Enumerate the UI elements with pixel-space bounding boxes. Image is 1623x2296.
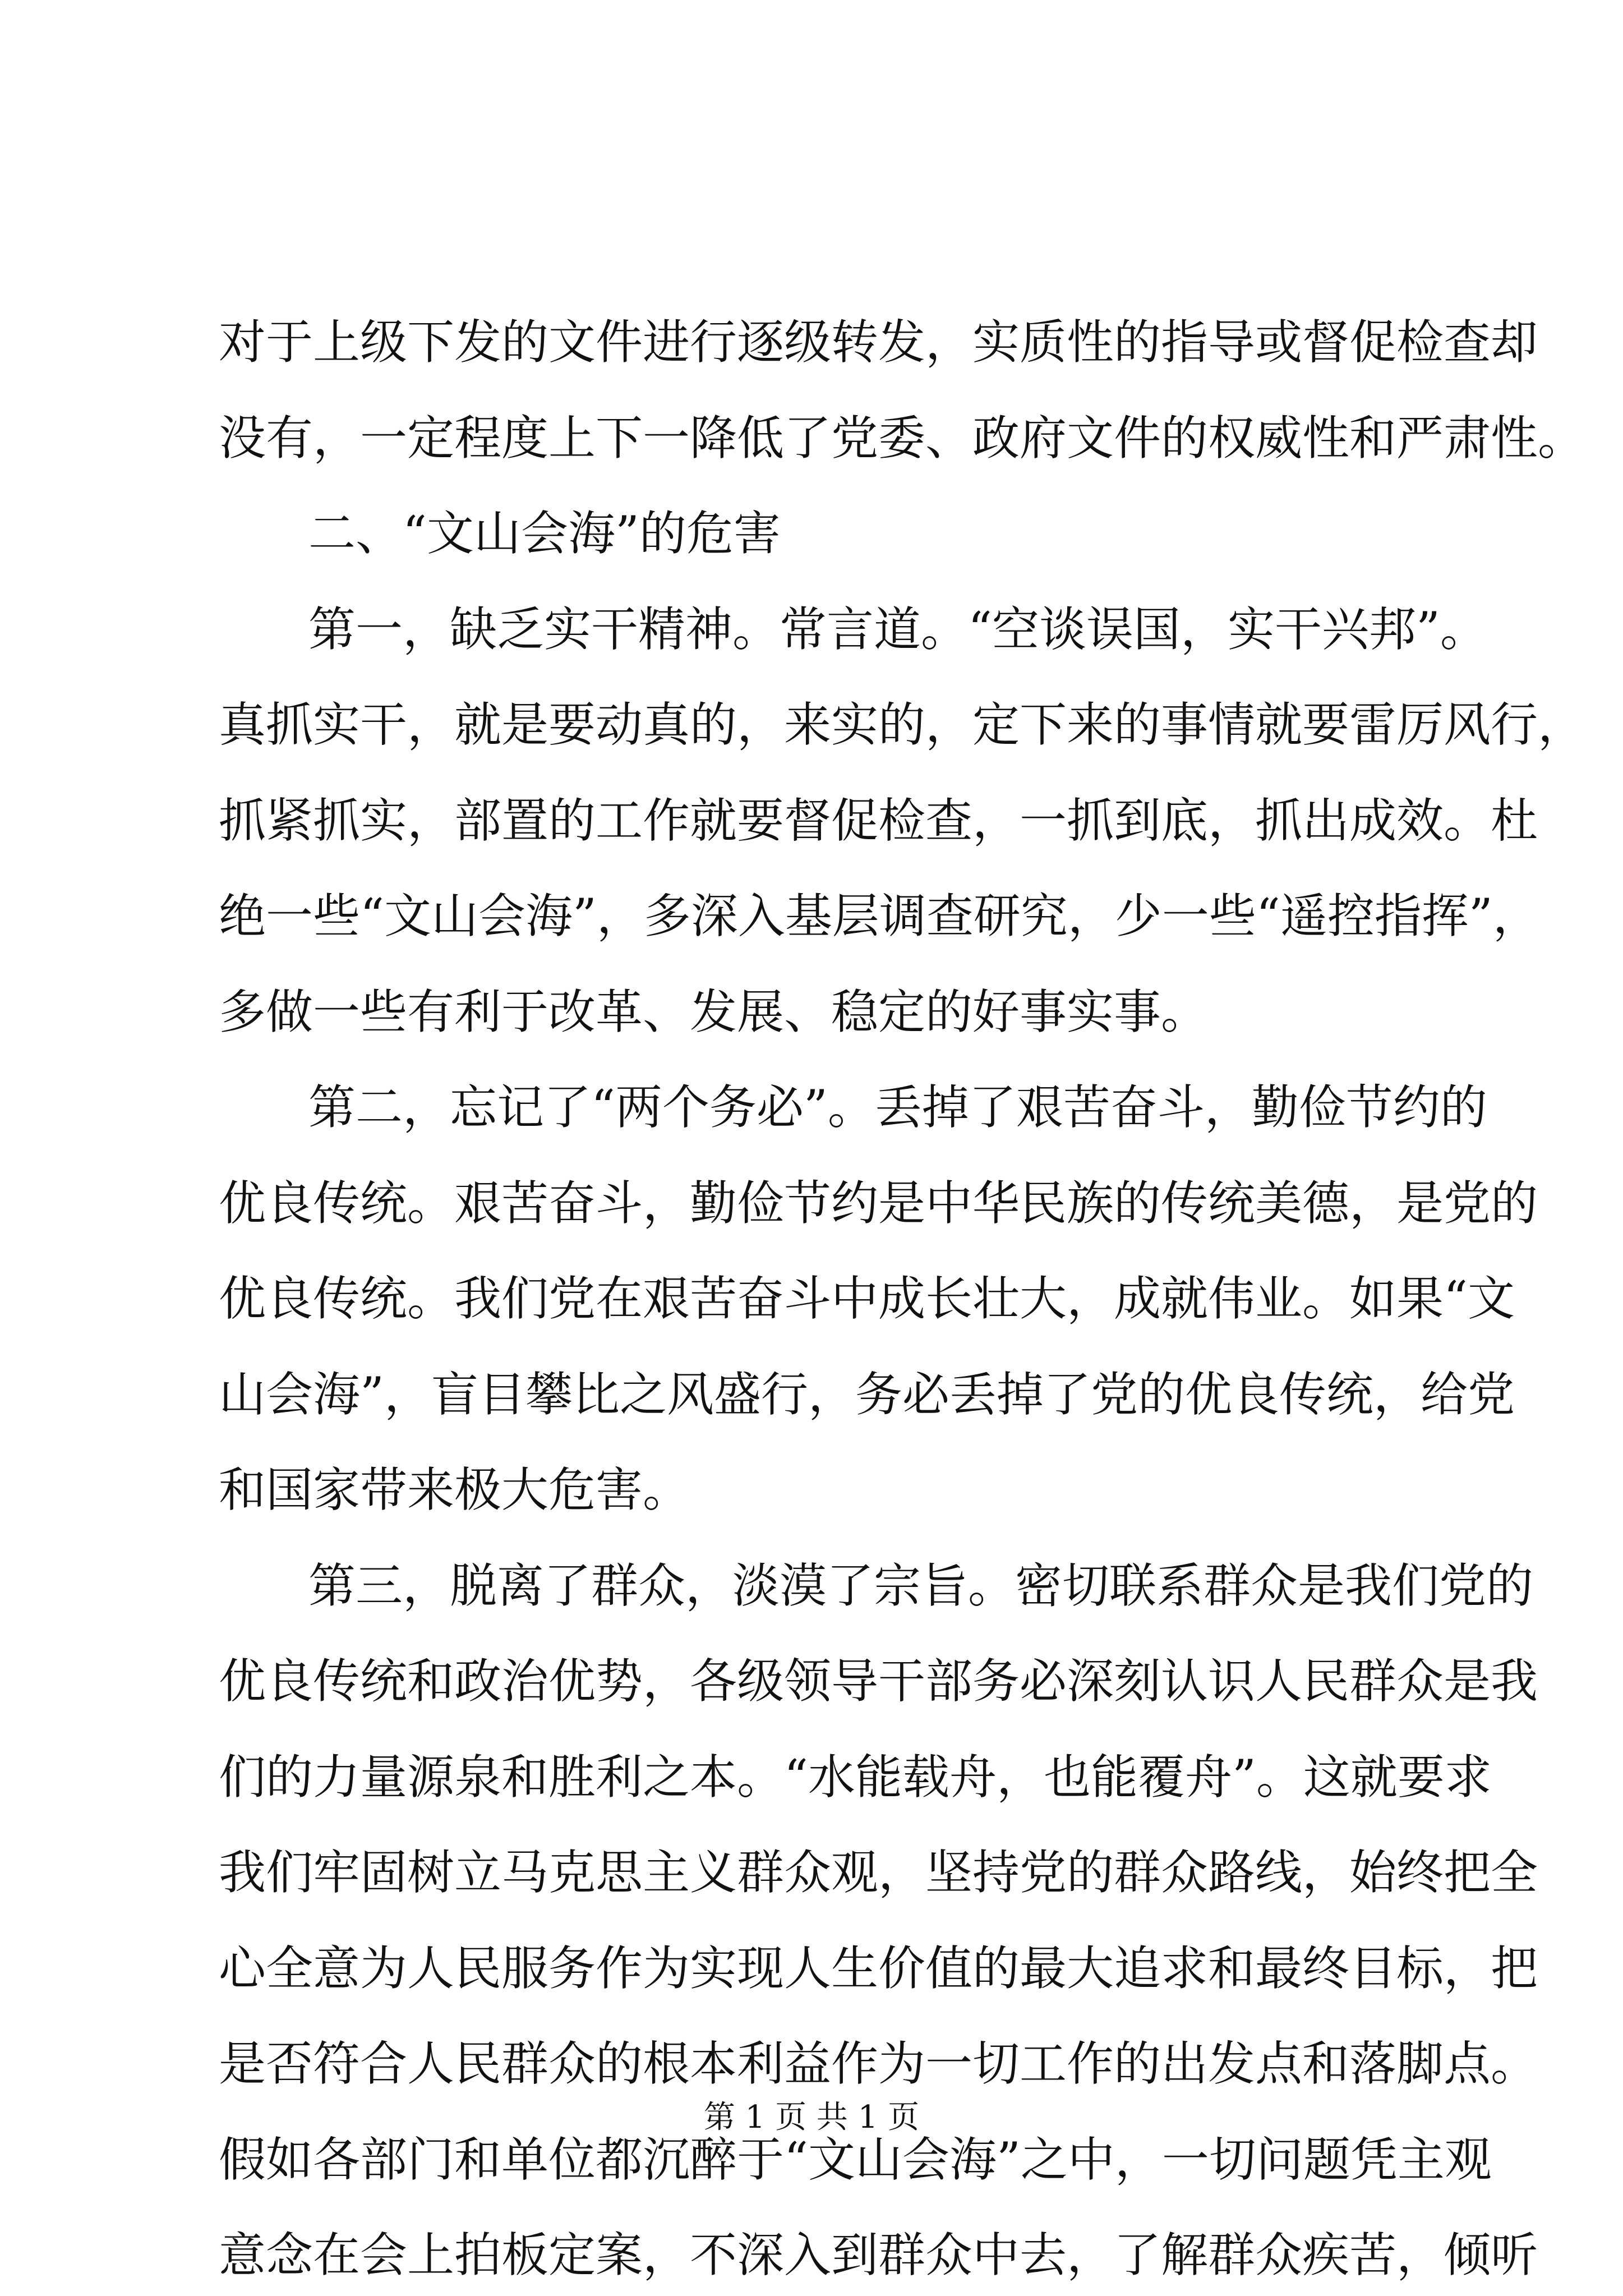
text-line: 第三，脱离了群众，淡漠了宗旨。密切联系群众是我们党的 bbox=[308, 1558, 1534, 1613]
text-line: 是否符合人民群众的根本利益作为一切工作的出发点和落脚点。 bbox=[219, 2036, 1538, 2091]
text-line: 和国家带来极大危害。 bbox=[219, 1462, 690, 1517]
text-line: 第一，缺乏实干精神。常言道。“空谈误国，实干兴邦”。 bbox=[308, 602, 1487, 657]
text-line: 真抓实干，就是要动真的，来实的，定下来的事情就要雷厉风行， bbox=[219, 697, 1585, 752]
text-line: 抓紧抓实，部置的工作就要督促检查，一抓到底，抓出成效。杜 bbox=[219, 793, 1538, 848]
text-line: 假如各部门和单位都沉醉于“文山会海”之中，一切问题凭主观 bbox=[219, 2132, 1492, 2187]
text-line: 绝一些“文山会海”，多深入基层调查研究，少一些“遥控指挥”， bbox=[219, 889, 1540, 944]
text-line: 们的力量源泉和胜利之本。“水能载舟，也能覆舟”。这就要求 bbox=[219, 1750, 1492, 1805]
text-line: 意念在会上拍板定案，不深入到群众中去，了解群众疾苦，倾听 bbox=[219, 2228, 1538, 2283]
text-line: 心全意为人民服务作为实现人生价值的最大追求和最终目标，把 bbox=[219, 1941, 1538, 1996]
text-line: 多做一些有利于改革、发展、稳定的好事实事。 bbox=[219, 984, 1209, 1039]
text-line: 没有，一定程度上下一降低了党委、政府文件的权威性和严肃性。 bbox=[219, 411, 1585, 466]
text-line: 第二，忘记了“两个务必”。丢掉了艰苦奋斗，勤俭节约的 bbox=[308, 1080, 1487, 1135]
text-line: 优良传统和政治优势，各级领导干部务必深刻认识人民群众是我 bbox=[219, 1654, 1538, 1709]
text-line: 优良传统。我们党在艰苦奋斗中成长壮大，成就伟业。如果“文 bbox=[219, 1271, 1515, 1326]
text-line: 对于上级下发的文件进行逐级转发，实质性的指导或督促检查却 bbox=[219, 315, 1538, 370]
text-line: 山会海”，盲目攀比之风盛行，务必丢掉了党的优良传统，给党 bbox=[219, 1367, 1515, 1422]
text-line: 优良传统。艰苦奋斗，勤俭节约是中华民族的传统美德，是党的 bbox=[219, 1176, 1538, 1231]
text-line: 我们牢固树立马克思主义群众观，坚持党的群众路线，始终把全 bbox=[219, 1845, 1538, 1900]
text-line: 二、“文山会海”的危害 bbox=[308, 506, 781, 561]
page-footer: 第 1 页 共 1 页 bbox=[703, 2099, 920, 2136]
